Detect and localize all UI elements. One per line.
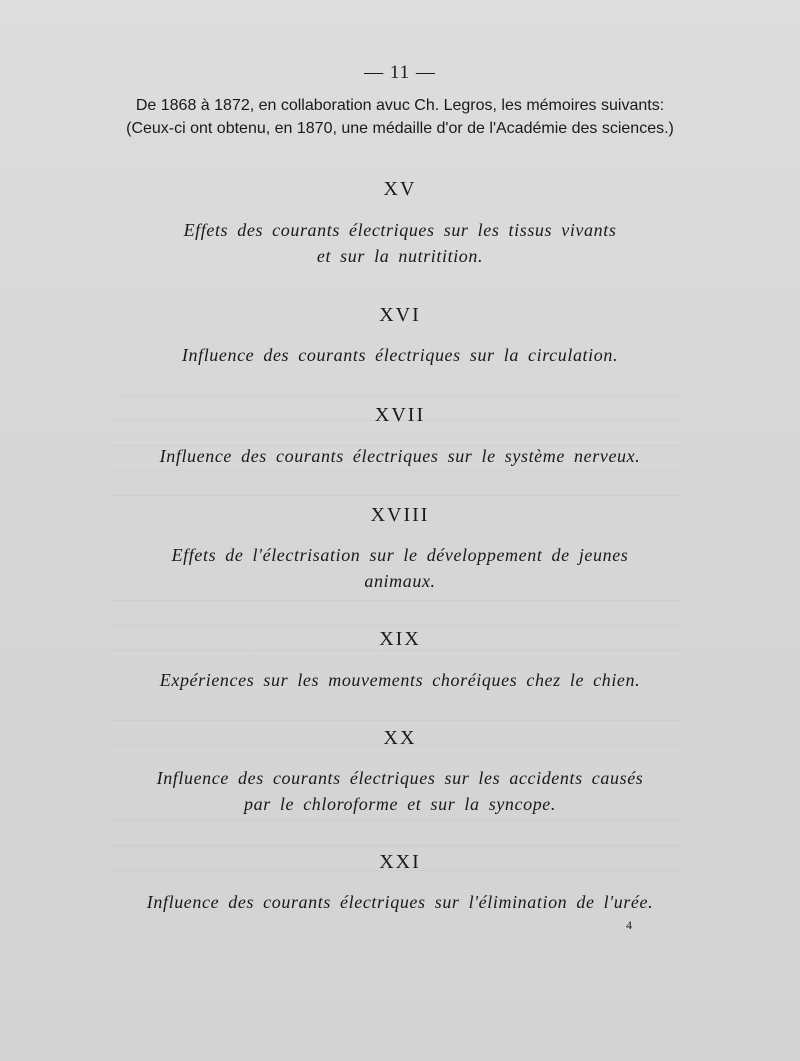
show-through-line xyxy=(110,820,680,821)
section-title-xv-line-1: Effets des courants électriques sur les tissus vivants xyxy=(183,220,617,240)
show-through-line xyxy=(110,625,680,626)
show-through-line xyxy=(110,600,680,601)
section-numeral-xix: XIX xyxy=(379,628,421,650)
folio-signature: 4 xyxy=(626,918,632,932)
page-number: — 11 — xyxy=(364,62,436,83)
section-title-xxi-line-1: Influence des courants électriques sur l'élimination de l'urée. xyxy=(146,892,654,912)
show-through-line xyxy=(110,495,680,496)
section-title-xx-line-1: Influence des courants électriques sur les accidents causés xyxy=(156,768,644,788)
section-numeral-xviii: XVIII xyxy=(370,504,430,526)
show-through-line xyxy=(110,470,680,471)
section-title-xvii-line-1: Influence des courants électriques sur le système nerveux. xyxy=(159,446,641,466)
intro-line-2: (Ceux-ci ont obtenu, en 1870, une médaille d'or de l'Académie des sciences.) xyxy=(126,120,674,137)
section-numeral-xx: XX xyxy=(383,727,417,749)
show-through-line xyxy=(110,720,680,721)
section-title-xv-line-2: et sur la nutritition. xyxy=(316,246,484,266)
show-through-line xyxy=(120,395,680,396)
section-numeral-xvi: XVI xyxy=(379,304,421,326)
section-numeral-xxi: XXI xyxy=(379,851,421,873)
section-title-xx-line-2: par le chloroforme et sur la syncope. xyxy=(244,794,556,814)
section-title-xviii-line-1: Effets de l'électrisation sur le développement de jeunes xyxy=(171,545,629,565)
section-numeral-xv: XV xyxy=(383,178,417,200)
section-numeral-xvii: XVII xyxy=(374,404,426,426)
show-through-line xyxy=(110,845,680,846)
section-title-xviii-line-2: animaux. xyxy=(364,571,436,591)
section-title-xix-line-1: Expériences sur les mouvements choréiques chez le chien. xyxy=(159,670,641,690)
section-title-xvi-line-1: Influence des courants électriques sur la circulation. xyxy=(181,345,619,365)
intro-line-1: De 1868 à 1872, en collaboration avuc Ch. Legros, les mémoires suivants: xyxy=(135,97,665,114)
